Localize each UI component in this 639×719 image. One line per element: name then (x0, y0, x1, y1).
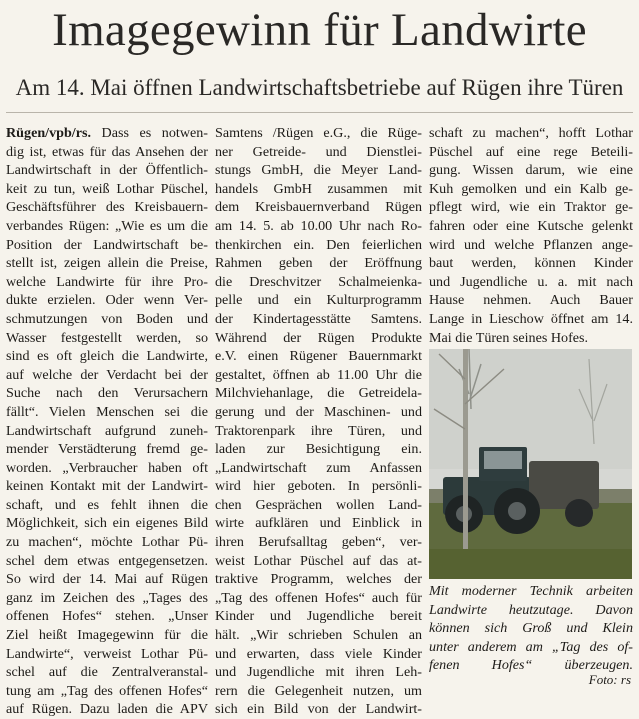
text-line: dig ist, etwas für das Ansehen der (6, 143, 208, 160)
text-line: keinen Kontakt mit der Landwirt- (6, 478, 208, 495)
text-line: Landwirtschaft aufgrund zuneh- (6, 422, 208, 439)
text-line: fällt“. Vielen Menschen sei die (6, 403, 208, 420)
text-line: Geschäftsführer des Kreisbauern- (6, 199, 208, 216)
text-line: So wird der 14. Mai auf Rügen (6, 571, 208, 588)
text-line: schaft zu machen“, hofft Lothar (429, 125, 633, 141)
text-line: dem Kreisbauernverband Rügen (215, 199, 422, 216)
text-line: baut werden, können Kinder (429, 255, 633, 272)
text-line: schmutzungen von Boden und (6, 310, 208, 327)
article-column-2 (215, 124, 422, 719)
text-line: Mai die Türen seines Hofes. (429, 329, 589, 346)
text-line: sind es oft gleich die Landwirte, (6, 348, 208, 365)
article-column-3 (429, 124, 633, 347)
text-line: gerung und der Maschinen- und (215, 403, 422, 420)
text-line: welche Landwirte für ihre Pro- (6, 273, 208, 290)
caption-line: können sich Groß und Klein (429, 620, 633, 637)
text-line (6, 124, 208, 143)
text-line: pflegt wird, wie ein Traktor ge- (429, 199, 633, 216)
text-line: ner Getreide- und Dienstlei- (215, 143, 422, 160)
header-divider (6, 112, 633, 113)
text-line: die Dreschvitzer Schalmeienka- (215, 273, 422, 290)
text-line: hält. „Wir schrieben Schulen an (215, 627, 422, 644)
caption-line: fenen Hofes“ überzeugen. (429, 657, 633, 674)
text-line: auf Rügen. Dazu laden die APV (6, 701, 208, 718)
text-line: traktive Programm, welches der (215, 571, 422, 588)
text-line: der Kindertagesstätte Samtens. (215, 310, 422, 327)
tractor-photo (429, 349, 632, 579)
text-line: laden zur Besichtigung ein. (215, 441, 422, 458)
text-line: Landwirtschaft in der Öffentlich- (6, 162, 208, 179)
text-line: Traktorenpark ihre Türen, und (215, 422, 422, 439)
text-line: fahren oder eine Kutsche gelenkt (429, 217, 633, 234)
tractor-field-image (429, 349, 632, 579)
text-line: ihren Berufsalltag geben“, ver- (215, 534, 422, 551)
text-line: am 14. 5. ab 10.00 Uhr nach Ro- (215, 217, 422, 234)
text-line: auf welche der Verdacht bei der (6, 366, 208, 383)
text-line: zu machen“, möchte Lothar Pü- (6, 534, 208, 551)
text-line: Samtens /Rügen e.G., die Rüge- (215, 125, 422, 141)
text-line: e.V. einen Rügener Bauernmarkt (215, 348, 422, 365)
text-line: offenen Hofes“ stehen. „Unser (6, 608, 208, 625)
text-line: und Jugendliche u. a. mit nach (429, 273, 633, 290)
text-line: Möglichkeit, sich ein eigenes Bild (6, 515, 208, 532)
text-line: thenkirchen ein. Den feierlichen (215, 236, 422, 253)
text-line: wirte aufklären und Einblick in (215, 515, 422, 532)
text-line: Landwirte“, verweist Lothar Pü- (6, 645, 208, 662)
article-headline: Imagegewinn für Landwirte (52, 4, 587, 56)
text-line: weist Lothar Püschel auf das at- (215, 552, 422, 569)
text-line: Hause nehmen. Auch Bauer (429, 292, 633, 309)
text-line: Kuh gemolken und ein Kalb ge- (429, 180, 633, 197)
dateline: Rügen/vpb/rs. (6, 125, 91, 141)
text-line: gung. Wissen darum, wie eine (429, 162, 633, 179)
text-line: Püschel auf eine rege Beteili- (429, 143, 633, 160)
text-line: mender Verstädterung fremd ge- (6, 441, 208, 458)
text-line: „Landwirtschaft zum Anfassen (215, 459, 422, 476)
text-line: sich ein Bild von der Landwirt- (215, 701, 422, 718)
text-line: stellt ist, zeigen allein die Preise, (6, 255, 208, 272)
text-line: verbandes Rügen: „Wie es um die (6, 217, 208, 234)
text-line: Während der Rügen Produkte (215, 329, 422, 346)
photo-credit: Foto: rs (588, 672, 631, 687)
text-line: dukte erzielen. Oder wenn Ver- (6, 292, 208, 309)
text-line: wird hier geboten. In persönli- (215, 478, 422, 495)
text-line: keit zu tun, weiß Lothar Püschel, (6, 180, 208, 197)
text-line-rest: Dass es notwen- (90, 125, 208, 141)
caption-line: unter anderem am „Tag des of- (429, 638, 633, 655)
text-line: rern die Gelegenheit nutzen, um (215, 682, 422, 699)
text-line: ganz im Zeichen des „Tages des (6, 589, 208, 606)
text-line: und erwarten, dass viele Kinder (215, 645, 422, 662)
caption-line: Mit moderner Technik arbeiten (429, 583, 633, 599)
text-line: Suche nach den Verursachern (6, 385, 208, 402)
photo-caption (429, 582, 633, 675)
article-subheadline: Am 14. Mai öffnen Landwirtschaftsbetriebe auf Rügen ihre Türen (15, 75, 624, 100)
text-line: Lange in Lieschow öffnet am 14. (429, 310, 633, 327)
text-line: Kinder und Jugendliche bereit (215, 608, 422, 625)
text-line: stungs GmbH, die Meyer Land- (215, 162, 422, 179)
text-line: Position der Landwirtschaft be- (6, 236, 208, 253)
text-line: schaft, und es fehlt ihnen die (6, 496, 208, 513)
text-line: worden. „Verbraucher haben oft (6, 459, 208, 476)
article-column-1 (6, 124, 208, 719)
text-line: gestaltet, öffnen ab 11.00 Uhr die (215, 366, 422, 383)
text-line: Ziel heißt Imagegewinn für die (6, 627, 208, 644)
text-line: Milchviehanlage, die Getreidela- (215, 385, 422, 402)
text-line: pelle und ein Kulturprogramm (215, 292, 422, 309)
text-line: Wasser festgestellt werden, so (6, 329, 208, 346)
text-line: und Jugendliche mit ihren Leh- (215, 664, 422, 681)
text-line: „Tag des offenen Hofes“ auch für (215, 589, 422, 606)
text-line: handels GmbH zusammen mit (215, 180, 422, 197)
text-line: chen Gesprächen wollen Land- (215, 496, 422, 513)
text-line: schel auf die Zentralveranstal- (6, 664, 208, 681)
caption-line: Landwirte heutzutage. Davon (429, 601, 633, 618)
text-line: tung am „Tag des offenen Hofes“ (6, 682, 208, 699)
text-line: schel dem etwas entgegensetzen. (6, 552, 208, 569)
text-line: wird und welche Pflanzen ange- (429, 236, 633, 253)
text-line: Rahmen geben der Eröffnung (215, 255, 422, 272)
